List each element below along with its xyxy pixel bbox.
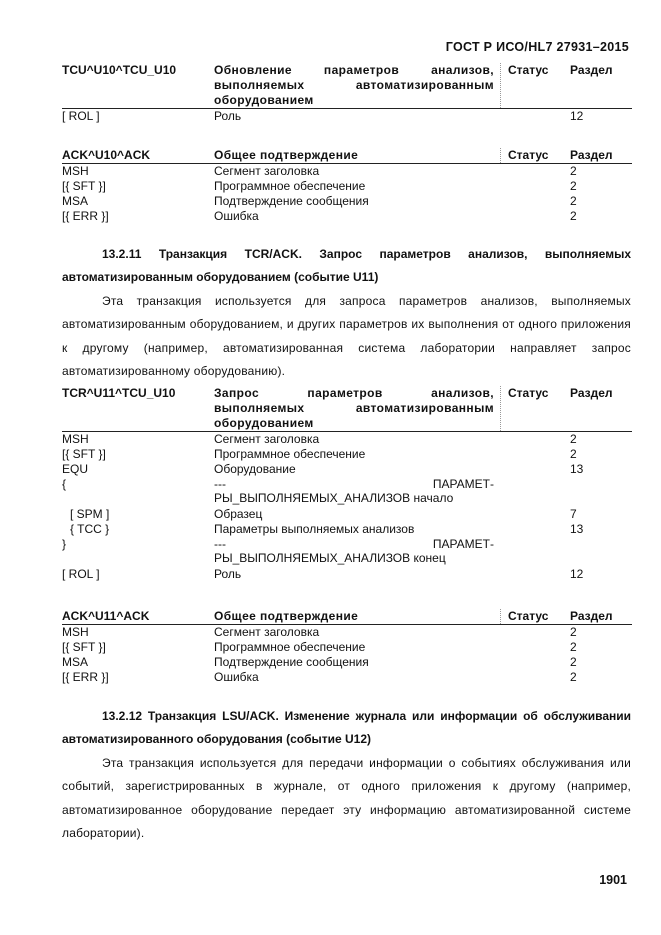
cell-description: Сегмент заголовка (214, 164, 320, 178)
header-segment: ACK^U10^ACK (62, 148, 151, 162)
cell-segment: [ ROL ] (62, 567, 100, 581)
table-header (62, 386, 632, 432)
table-row (62, 432, 632, 447)
table-row (62, 164, 632, 179)
cell-description: Программное обеспечение (214, 447, 366, 461)
cell-section: 2 (570, 179, 577, 193)
header-description: Обновление параметров анализов, выполняемых автоматизированным оборудованием (214, 63, 494, 107)
cell-section: 12 (570, 567, 584, 581)
cell-segment: MSH (62, 164, 89, 178)
cell-segment: EQU (62, 462, 89, 476)
table-header (62, 63, 632, 109)
cell-segment: [{ SFT }] (62, 179, 106, 193)
cell-section: 2 (570, 640, 577, 654)
header-description: Запрос параметров анализов, выполняемых автоматизированным оборудованием (214, 386, 494, 430)
desc-part: РЫ_ВЫПОЛНЯЕМЫХ_АНАЛИЗОВ начало (214, 491, 454, 505)
cell-description: Параметры выполняемых анализов (214, 522, 415, 536)
cell-segment: [ ROL ] (62, 109, 100, 123)
cell-section: 2 (570, 194, 577, 208)
cell-segment: { (62, 477, 67, 491)
cell-section: 12 (570, 109, 584, 123)
section-paragraph: Эта транзакция используется для запроса параметров анализов, выполняемых автоматизированным оборудованием, и других параметров их выполнения от одного приложения к другому (например, автоматизированная система лаборатории направляет запрос автоматизированному оборудованию). (62, 293, 631, 379)
cell-section: 2 (570, 209, 577, 223)
header-status: Статус (508, 148, 549, 162)
header-description: Общее подтверждение (214, 148, 359, 162)
cell-segment: } (62, 537, 67, 551)
desc-dash: --- (214, 477, 226, 491)
desc-part: ПАРАМЕТ- (432, 477, 494, 491)
cell-description: Ошибка (214, 209, 259, 223)
cell-segment: [ SPM ] (70, 507, 110, 521)
cell-section: 13 (570, 462, 584, 476)
table-row (62, 477, 632, 507)
cell-description: Сегмент заголовка (214, 432, 320, 446)
cell-description: Оборудование (214, 462, 296, 476)
cell-description (214, 477, 494, 505)
cell-description: Подтверждение сообщения (214, 194, 369, 208)
table-row (62, 209, 632, 224)
table-row (62, 522, 632, 537)
section-13-2-11 (62, 243, 631, 383)
section-heading: 13.2.11 Транзакция TCR/ACK. Запрос параметров анализов, выполняемых автоматизированным оборудованием (событие U11) (62, 247, 631, 285)
page-number: 1901 (599, 873, 627, 887)
section-paragraph: Эта транзакция используется для передачи информации о событиях обслуживания или событий, зарегистрированных в журнале, от одного приложения к другому (например, автоматизированное оборудование передает эту информацию автоматизированной системе лаборатории). (62, 755, 631, 841)
header-section: Раздел (570, 63, 613, 77)
table-header (62, 148, 632, 164)
desc-dash: --- (214, 537, 226, 551)
cell-section: 7 (570, 507, 577, 521)
document-code: ГОСТ Р ИСО/HL7 27931–2015 (445, 40, 629, 54)
table-row (62, 567, 632, 582)
cell-description: Ошибка (214, 670, 259, 684)
cell-segment: MSH (62, 432, 89, 446)
header-status: Статус (508, 63, 549, 77)
cell-section: 2 (570, 655, 577, 669)
desc-part: РЫ_ВЫПОЛНЯЕМЫХ_АНАЛИЗОВ конец (214, 551, 446, 565)
header-description: Общее подтверждение (214, 609, 359, 623)
cell-description: Роль (214, 109, 242, 123)
cell-description: Роль (214, 567, 242, 581)
cell-description (214, 537, 494, 565)
cell-section: 2 (570, 670, 577, 684)
section-heading: 13.2.12 Транзакция LSU/ACK. Изменение журнала или информации об обслуживании автоматизированного оборудования (событие U12) (62, 709, 631, 747)
table-row (62, 507, 632, 522)
header-status: Статус (508, 386, 549, 400)
header-segment: ACK^U11^ACK (62, 609, 150, 623)
table-row (62, 625, 632, 640)
cell-segment: MSH (62, 625, 89, 639)
header-section: Раздел (570, 609, 613, 623)
cell-segment: { TCC } (70, 522, 110, 536)
header-segment: TCR^U11^TCU_U10 (62, 386, 176, 400)
cell-section: 2 (570, 164, 577, 178)
table-row (62, 655, 632, 670)
table-row (62, 640, 632, 655)
table-row (62, 462, 632, 477)
cell-description: Образец (214, 507, 263, 521)
header-section: Раздел (570, 148, 613, 162)
table-row (62, 179, 632, 194)
table-row (62, 537, 632, 567)
cell-section: 2 (570, 447, 577, 461)
cell-description: Сегмент заголовка (214, 625, 320, 639)
cell-section: 13 (570, 522, 584, 536)
cell-segment: MSA (62, 194, 89, 208)
cell-section: 2 (570, 432, 577, 446)
cell-description: Программное обеспечение (214, 640, 366, 654)
cell-segment: [{ SFT }] (62, 640, 106, 654)
cell-segment: [{ ERR }] (62, 670, 109, 684)
header-segment: TCU^U10^TCU_U10 (62, 63, 177, 77)
table-tcr-u11 (62, 386, 632, 582)
cell-segment: MSA (62, 655, 89, 669)
table-row (62, 670, 632, 685)
table-row (62, 194, 632, 209)
table-row (62, 447, 632, 462)
cell-description: Программное обеспечение (214, 179, 366, 193)
table-ack-u10 (62, 148, 632, 224)
cell-segment: [{ SFT }] (62, 447, 106, 461)
table-row (62, 109, 632, 124)
cell-description: Подтверждение сообщения (214, 655, 369, 669)
header-section: Раздел (570, 386, 613, 400)
cell-segment: [{ ERR }] (62, 209, 109, 223)
table-tcu-u10 (62, 63, 632, 124)
section-13-2-12 (62, 705, 631, 845)
header-status: Статус (508, 609, 549, 623)
desc-part: ПАРАМЕТ- (432, 537, 494, 551)
table-header (62, 609, 632, 625)
cell-section: 2 (570, 625, 577, 639)
table-ack-u11 (62, 609, 632, 685)
